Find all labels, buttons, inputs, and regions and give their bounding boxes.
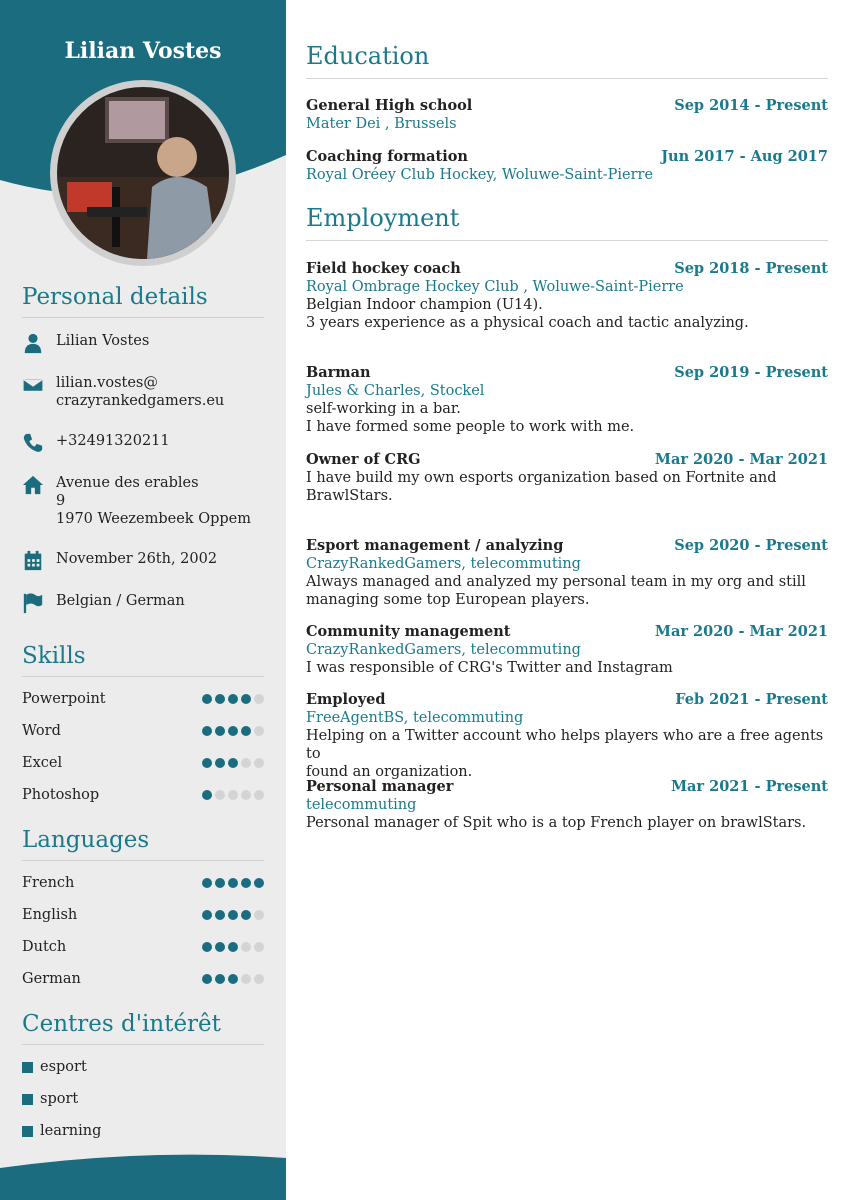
level-dot xyxy=(228,726,238,736)
level-dot xyxy=(241,942,251,952)
employment-entry xyxy=(306,623,828,677)
entry-description: 3 years experience as a physical coach and tactic analyzing. xyxy=(306,315,749,331)
skill-level-dots xyxy=(202,726,264,736)
skill-row xyxy=(22,787,264,803)
skill-level-dots xyxy=(202,790,264,800)
skill-row xyxy=(22,755,264,771)
square-bullet-icon xyxy=(22,1094,33,1105)
entry-description: found an organization. xyxy=(306,764,473,780)
entry-header xyxy=(306,97,828,115)
personal-detail-line: Lilian Vostes xyxy=(56,333,150,349)
level-dot xyxy=(241,974,251,984)
level-dot xyxy=(228,974,238,984)
level-dot xyxy=(215,942,225,952)
skill-label: Powerpoint xyxy=(22,691,106,707)
language-level-dots xyxy=(202,974,264,984)
entry-header xyxy=(306,537,828,555)
level-dot xyxy=(254,910,264,920)
level-dot xyxy=(254,694,264,704)
personal-detail-row xyxy=(22,592,264,614)
language-level-dots xyxy=(202,910,264,920)
personal-details-section xyxy=(22,284,264,609)
entry-title: Barman xyxy=(306,364,371,381)
level-dot xyxy=(254,790,264,800)
entry-subtitle: CrazyRankedGamers, telecommuting xyxy=(306,642,581,658)
entry-date: Feb 2021 - Present xyxy=(675,691,828,708)
entry-description: self-working in a bar. xyxy=(306,401,461,417)
level-dot xyxy=(202,694,212,704)
entry-title: Esport management / analyzing xyxy=(306,537,564,554)
entry-subtitle: Royal Ombrage Hockey Club , Woluwe-Saint-Pierre xyxy=(306,279,684,295)
interest-item xyxy=(22,1123,101,1139)
personal-detail-line: crazyrankedgamers.eu xyxy=(56,393,225,409)
personal-detail-text xyxy=(56,474,251,528)
skills-title: Skills xyxy=(22,643,264,677)
skill-label: Photoshop xyxy=(22,787,100,803)
language-row xyxy=(22,907,264,923)
level-dot xyxy=(241,910,251,920)
level-dot xyxy=(215,758,225,768)
level-dot xyxy=(202,942,212,952)
entry-date: Mar 2021 - Present xyxy=(670,778,828,795)
level-dot xyxy=(228,910,238,920)
entry-description: Helping on a Twitter account who helps players who are a free agents to xyxy=(306,728,824,762)
personal-detail-row xyxy=(22,332,264,354)
level-dot xyxy=(202,758,212,768)
square-bullet-icon xyxy=(22,1062,33,1073)
entry-date: Mar 2020 - Mar 2021 xyxy=(654,451,828,468)
level-dot xyxy=(202,726,212,736)
entry-subtitle: FreeAgentBS, telecommuting xyxy=(306,710,524,726)
entry-header xyxy=(306,364,828,382)
language-label: French xyxy=(22,875,75,891)
level-dot xyxy=(254,942,264,952)
personal-detail-row xyxy=(22,374,264,410)
personal-detail-text xyxy=(56,550,217,568)
level-dot xyxy=(228,790,238,800)
entry-title: Field hockey coach xyxy=(306,260,461,277)
level-dot xyxy=(228,878,238,888)
level-dot xyxy=(215,878,225,888)
entry-description: I have build my own esports organization based on Fortnite and xyxy=(306,470,777,486)
personal-detail-text xyxy=(56,432,170,450)
entry-date: Sep 2019 - Present xyxy=(674,364,828,381)
level-dot xyxy=(228,758,238,768)
person-icon xyxy=(22,332,44,354)
level-dot xyxy=(202,878,212,888)
skills-section xyxy=(22,643,264,803)
personal-detail-text xyxy=(56,374,224,410)
level-dot xyxy=(254,726,264,736)
entry-description: BrawlStars. xyxy=(306,488,393,504)
skill-label: Excel xyxy=(22,755,63,771)
entry-description: Always managed and analyzed my personal team in my org and still xyxy=(306,574,806,590)
level-dot xyxy=(215,726,225,736)
entry-title: Owner of CRG xyxy=(306,451,421,468)
entry-description: Personal manager of Spit who is a top French player on brawlStars. xyxy=(306,815,807,831)
languages-title: Languages xyxy=(22,827,264,861)
entry-header xyxy=(306,623,828,641)
level-dot xyxy=(202,790,212,800)
personal-detail-line: 1970 Weezembeek Oppem xyxy=(56,511,251,527)
language-row xyxy=(22,971,264,987)
personal-detail-text xyxy=(56,592,185,610)
personal-details-title: Personal details xyxy=(22,284,264,318)
interest-label: esport xyxy=(40,1059,87,1075)
personal-detail-line: lilian.vostes@ xyxy=(56,375,158,391)
personal-detail-row xyxy=(22,432,264,454)
entry-subtitle: Mater Dei , Brussels xyxy=(306,116,457,132)
skill-label: Word xyxy=(22,723,61,739)
language-label: English xyxy=(22,907,78,923)
entry-title: Coaching formation xyxy=(306,148,468,165)
entry-description: managing some top European players. xyxy=(306,592,590,608)
interests-section xyxy=(22,1011,264,1139)
language-label: German xyxy=(22,971,81,987)
language-level-dots xyxy=(202,942,264,952)
interests-title: Centres d'intérêt xyxy=(22,1011,264,1045)
employment-entry xyxy=(306,778,828,832)
employment-entry xyxy=(306,451,828,505)
personal-detail-line: November 26th, 2002 xyxy=(56,551,218,567)
interest-label: sport xyxy=(40,1091,79,1107)
level-dot xyxy=(228,694,238,704)
personal-detail-line: Belgian / German xyxy=(56,593,185,609)
entry-description: I was responsible of CRG's Twitter and Instagram xyxy=(306,660,673,676)
employment-entry xyxy=(306,364,828,436)
personal-detail-row xyxy=(22,474,264,528)
skill-row xyxy=(22,691,264,707)
level-dot xyxy=(241,790,251,800)
skill-level-dots xyxy=(202,694,264,704)
level-dot xyxy=(215,974,225,984)
entry-header xyxy=(306,691,828,709)
level-dot xyxy=(241,758,251,768)
entry-header xyxy=(306,260,828,278)
personal-detail-line: +32491320211 xyxy=(56,433,170,449)
skill-level-dots xyxy=(202,758,264,768)
interest-item xyxy=(22,1059,87,1075)
level-dot xyxy=(254,974,264,984)
entry-title: Personal manager xyxy=(306,778,454,795)
employment-entry xyxy=(306,260,828,332)
personal-detail-row xyxy=(22,550,264,572)
personal-detail-line: 9 xyxy=(56,493,66,509)
entry-subtitle: telecommuting xyxy=(306,797,417,813)
entry-date: Mar 2020 - Mar 2021 xyxy=(654,623,828,640)
phone-icon xyxy=(22,432,44,454)
entry-header xyxy=(306,148,828,166)
entry-date: Sep 2014 - Present xyxy=(674,97,828,114)
level-dot xyxy=(215,694,225,704)
calendar-icon xyxy=(22,550,44,572)
entry-date: Sep 2018 - Present xyxy=(674,260,828,277)
home-icon xyxy=(22,474,44,496)
level-dot xyxy=(228,942,238,952)
language-row xyxy=(22,939,264,955)
profile-photo xyxy=(50,80,236,266)
entry-title: General High school xyxy=(306,97,473,114)
entry-description: Belgian Indoor champion (U14). xyxy=(306,297,543,313)
level-dot xyxy=(215,790,225,800)
level-dot xyxy=(215,910,225,920)
flag-icon xyxy=(22,592,44,614)
personal-detail-text xyxy=(56,332,149,350)
employment-title: Employment xyxy=(306,204,828,241)
education-entry xyxy=(306,148,828,184)
personal-detail-line: Avenue des erables xyxy=(56,475,199,491)
level-dot xyxy=(202,974,212,984)
square-bullet-icon xyxy=(22,1126,33,1137)
entry-title: Employed xyxy=(306,691,386,708)
education-entry xyxy=(306,97,828,133)
envelope-icon xyxy=(22,374,44,396)
entry-subtitle: Jules & Charles, Stockel xyxy=(306,383,485,399)
level-dot xyxy=(254,758,264,768)
skill-row xyxy=(22,723,264,739)
sidebar xyxy=(0,0,286,1200)
level-dot xyxy=(241,726,251,736)
employment-entry xyxy=(306,691,828,781)
entry-subtitle: CrazyRankedGamers, telecommuting xyxy=(306,556,581,572)
entry-subtitle: Royal Oréey Club Hockey, Woluwe-Saint-Pierre xyxy=(306,167,654,183)
entry-description: I have formed some people to work with me. xyxy=(306,419,635,435)
entry-header xyxy=(306,451,828,469)
entry-title: Community management xyxy=(306,623,511,640)
languages-section xyxy=(22,827,264,987)
level-dot xyxy=(202,910,212,920)
education-title: Education xyxy=(306,42,828,79)
entry-date: Sep 2020 - Present xyxy=(674,537,828,554)
language-level-dots xyxy=(202,878,264,888)
employment-entry xyxy=(306,537,828,609)
language-row xyxy=(22,875,264,891)
interest-item xyxy=(22,1091,78,1107)
entry-header xyxy=(306,778,828,796)
level-dot xyxy=(254,878,264,888)
interest-label: learning xyxy=(40,1123,102,1139)
level-dot xyxy=(241,694,251,704)
entry-date: Jun 2017 - Aug 2017 xyxy=(661,148,828,165)
candidate-name: Lilian Vostes xyxy=(64,38,222,64)
level-dot xyxy=(241,878,251,888)
language-label: Dutch xyxy=(22,939,67,955)
